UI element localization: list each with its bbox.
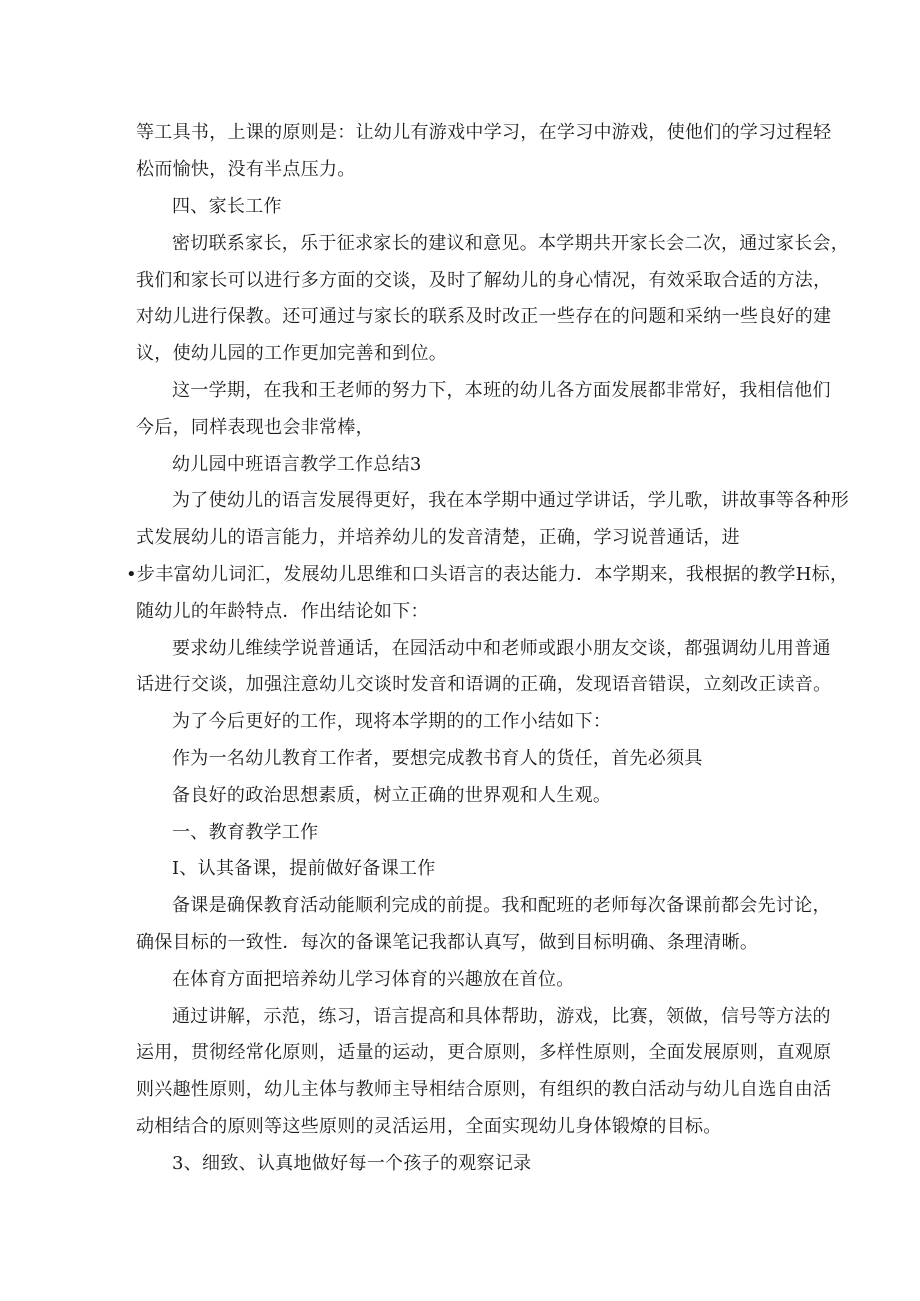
text-line: 作为一名幼儿教育工作者，要想完成教书育人的货任，首先必须具: [172, 748, 703, 769]
text-line: 对幼儿进行保教。还可通过与家长的联系及时改正一些存在的问题和采纳一些良好的建: [136, 306, 832, 327]
text-line: 备良好的政治思想素质，树立正确的世界观和人生观。: [172, 785, 612, 806]
section-heading: 四、家长工作: [172, 196, 282, 217]
text-line: 动相结合的原则等这些原则的灵活运用，全面实现幼儿身体锻燎的目标。: [136, 1116, 722, 1137]
text-line: 等工具书，上课的原则是：让幼儿有游戏中学习，在学习中游戏，使他们的学习过程轻: [136, 122, 832, 143]
text-line: 话进行交谈，加强注意幼儿交谈时发音和语调的正确，发现语音错误，立刻改正读音。: [136, 674, 832, 695]
document-title: 幼儿园中班语言教学工作总结3: [172, 454, 422, 475]
text-line: 为了使幼儿的语言发展得更好，我在本学期中通过学讲话，学儿歌，讲故事等各种形: [172, 490, 850, 511]
text-line: 为了今后更好的工作，现将本学期的的工作小结如下：: [172, 711, 612, 732]
text-line: 式发展幼儿的语言能力，并培养幼儿的发音清楚，正确，学习说普通话，进: [136, 527, 740, 548]
text-line: 今后，同样表现也会非常棒，: [136, 417, 374, 438]
text-line: 要求幼儿维续学说普通话，在园活动中和老师或跟小朋友交谈，都强调幼儿用普通: [172, 638, 831, 659]
text-line: 这一学期，在我和王老师的努力下，本班的幼儿各方面发展都非常好，我相信他们: [172, 380, 831, 401]
text-line: 松而愉快，没有半点压力。: [136, 159, 356, 180]
text-line: 议，使幼儿园的工作更加完善和到位。: [136, 343, 448, 364]
subsection-heading: 3、细致、认真地做好每一个孩子的观察记录: [172, 1153, 532, 1174]
section-heading: 一、教育教学工作: [172, 822, 319, 843]
text-line: 则兴趣性原则，幼儿主体与教师主导相结合原则，有组织的教白活动与幼儿自选自由活: [136, 1079, 832, 1100]
text-line: 备课是确保教育活动能顺利完成的前提。我和配班的老师每次备课前都会先讨论，: [172, 895, 831, 916]
text-line: 在体育方面把培养幼儿学习体育的兴趣放在首位。: [172, 969, 575, 990]
text-line: •步丰富幼儿词汇，发展幼儿思维和口头语言的表达能力．本学期来，我根据的教学H标，: [126, 564, 849, 585]
text-line: 我们和家长可以进行多方面的交谈，及时了解幼儿的身心情况，有效采取合适的方法，: [136, 270, 832, 291]
text-line: 随幼儿的年龄特点．作出结论如下：: [136, 601, 429, 622]
text-line: 通过讲解，示范，练习，语言提高和具体帮助，游戏，比赛，领做，信号等方法的: [172, 1006, 831, 1027]
text-line: 运用，贯彻经常化原则，适量的运动，更合原则，多样性原则，全面发展原则，直观原: [136, 1042, 832, 1063]
subsection-heading: I、认其备课，提前做好备课工作: [172, 858, 436, 879]
text-line: 密切联系家长，乐于征求家长的建议和意见。本学期共开家长会二次，通过家长会，: [172, 233, 850, 254]
text-line: 确保目标的一致性．每次的备课笔记我都认真写，做到目标明确、条理清晰。: [136, 932, 759, 953]
